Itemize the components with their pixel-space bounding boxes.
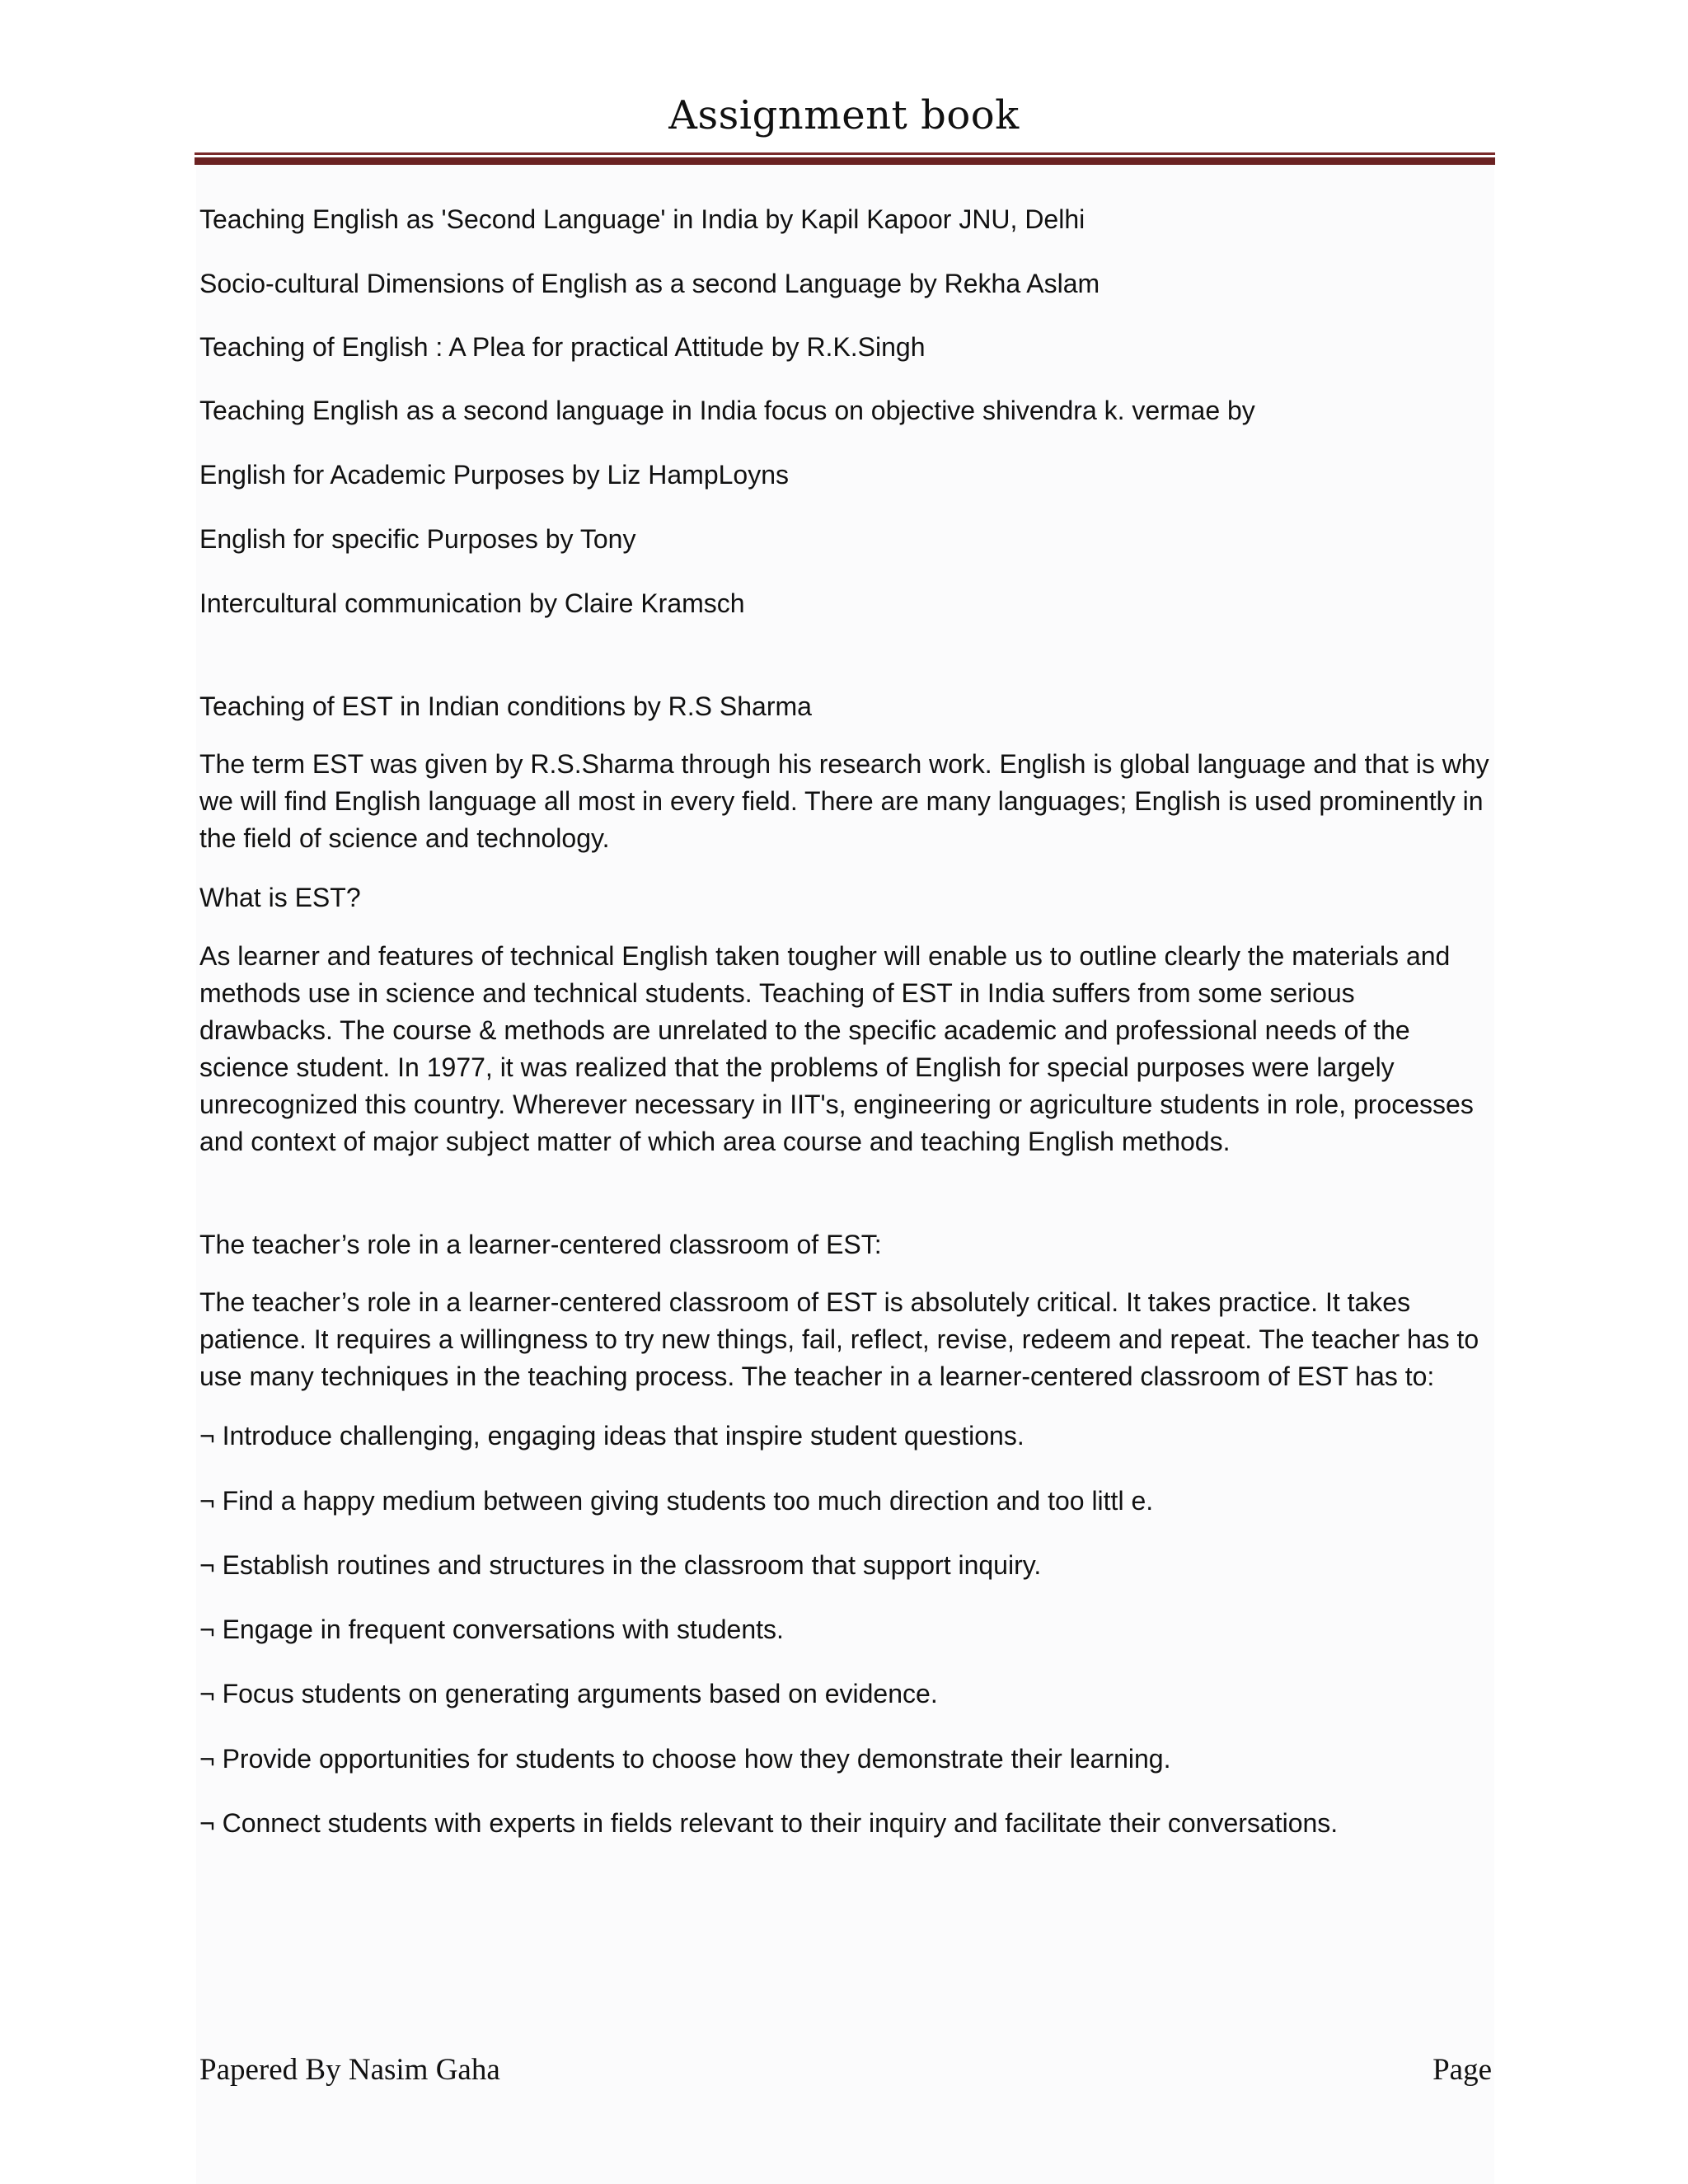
bullet-item: ¬ Connect students with experts in fields relevant to their inquiry and facilitate their conversations. xyxy=(199,1808,1339,1838)
paragraph: The term EST was given by R.S.Sharma through his research work. English is global language and that is why we will find English language all most in every field. There are many languages; English is used prominently in the field of science and technology. xyxy=(199,749,1489,853)
reference-item: Teaching English as a second language in India focus on objective shivendra k. vermae by xyxy=(199,396,1255,425)
footer-author: Papered By Nasim Gaha xyxy=(199,2053,500,2087)
reference-item: Socio-cultural Dimensions of English as a second Language by Rekha Aslam xyxy=(199,269,1100,298)
bullet-item: ¬ Establish routines and structures in the classroom that support inquiry. xyxy=(199,1550,1042,1580)
section-heading: Teaching of EST in Indian conditions by R.S Sharma xyxy=(199,691,812,721)
reference-item: Teaching English as 'Second Language' in India by Kapil Kapoor JNU, Delhi xyxy=(199,204,1085,234)
question-heading: What is EST? xyxy=(199,883,361,912)
reference-item: Intercultural communication by Claire Kramsch xyxy=(199,588,745,618)
paragraph: The teacher’s role in a learner-centered classroom of EST is absolutely critical. It takes practice. It takes patience. It requires a willingness to try new things, fail, reflect, revise, redeem and repeat. The teacher has to use many techniques in the teaching process. The teacher in a learner-centered classroom of EST has to: xyxy=(199,1287,1479,1391)
reference-item: English for Academic Purposes by Liz HampLoyns xyxy=(199,460,790,490)
footer-page-label: Page xyxy=(1432,2053,1492,2087)
header-rule-thick xyxy=(195,157,1495,165)
bullet-item: ¬ Focus students on generating arguments based on evidence. xyxy=(199,1679,938,1708)
bullet-item: ¬ Provide opportunities for students to choose how they demonstrate their learning. xyxy=(199,1744,1171,1774)
section-heading: The teacher’s role in a learner-centered classroom of EST: xyxy=(199,1230,882,1259)
bullet-item: ¬ Find a happy medium between giving students too much direction and too littl e. xyxy=(199,1486,1154,1516)
bullet-item: ¬ Engage in frequent conversations with students. xyxy=(199,1615,784,1644)
page-title: Assignment book xyxy=(668,92,1020,138)
document-body xyxy=(199,198,1493,1842)
reference-item: Teaching of English : A Plea for practical Attitude by R.K.Singh xyxy=(199,332,926,362)
bullet-item: ¬ Introduce challenging, engaging ideas that inspire student questions. xyxy=(199,1421,1025,1451)
paragraph: As learner and features of technical English taken tougher will enable us to outline clearly the materials and methods use in science and technical students. Teaching of EST in India suffers from some serious drawbacks. The course & methods are unrelated to the specific academic and professional needs of the science student. In 1977, it was realized that the problems of English for special purposes were largely unrecognized this country. Wherever necessary in IIT's, engineering or agriculture students in role, processes and context of major subject matter of which area course and teaching English methods. xyxy=(199,941,1474,1156)
reference-item: English for specific Purposes by Tony xyxy=(199,524,636,554)
header-rule-thin xyxy=(195,152,1495,155)
